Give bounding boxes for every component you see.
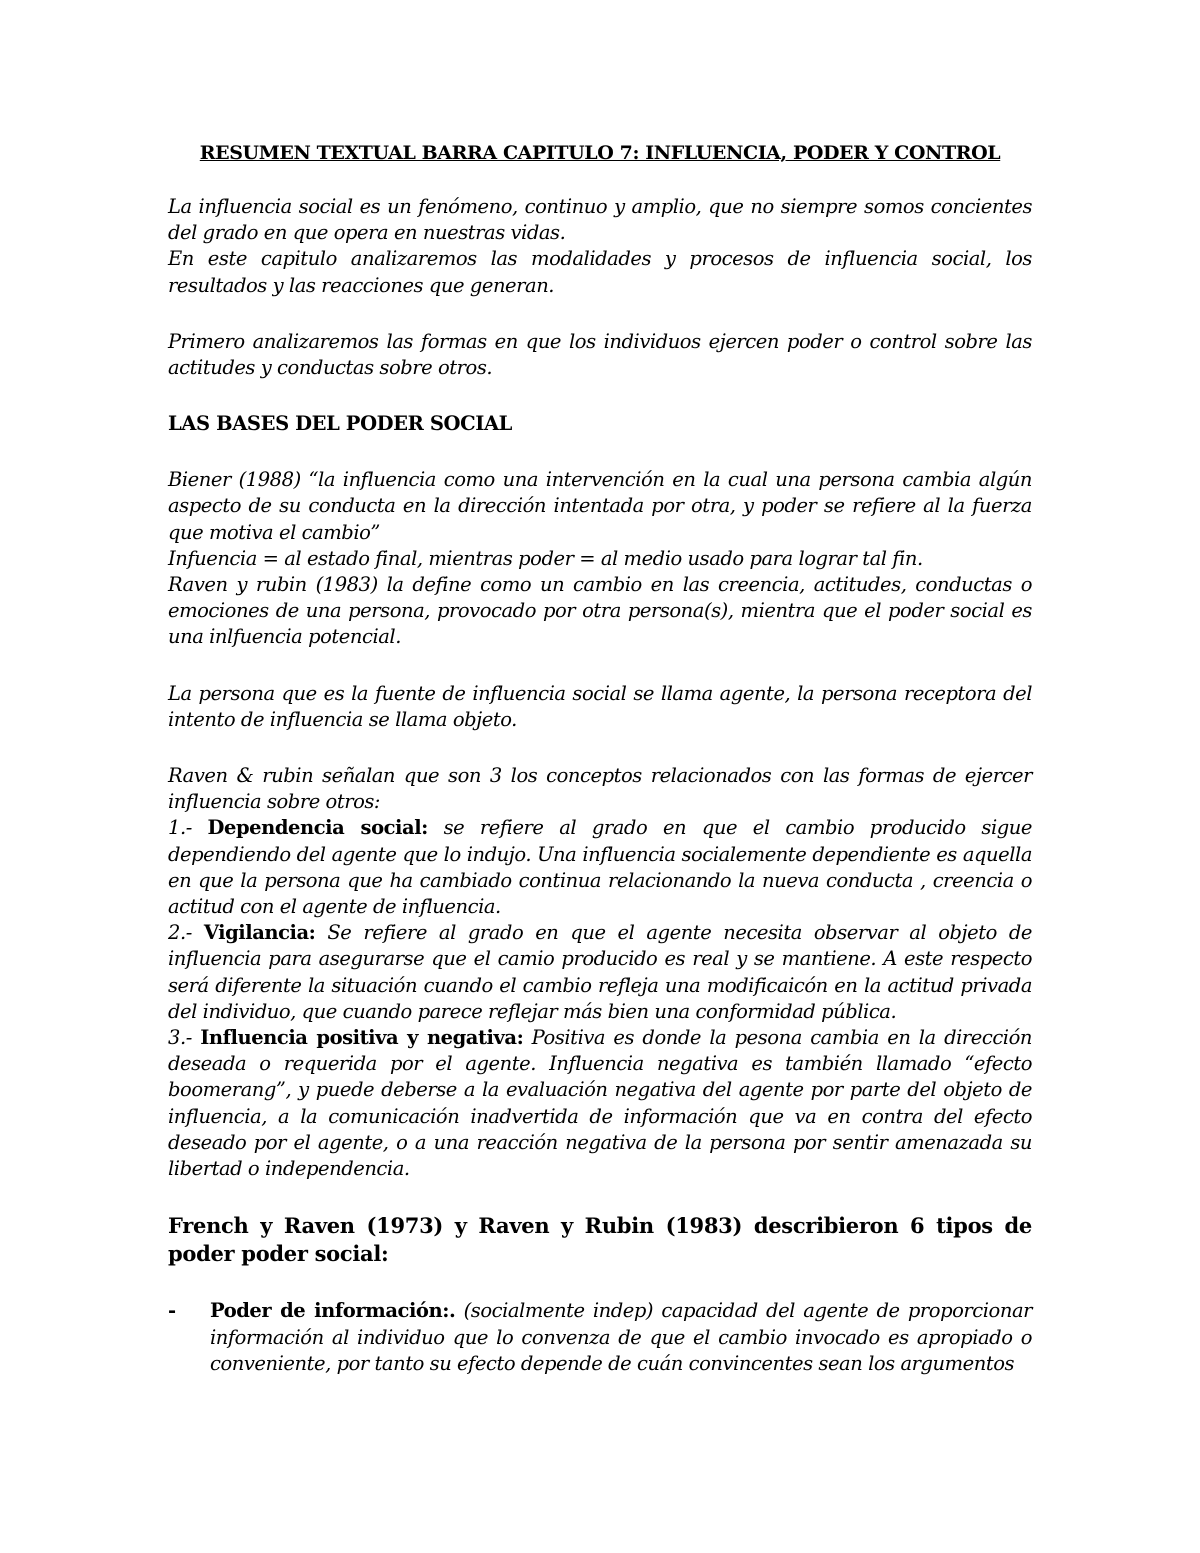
spacer <box>168 1268 1032 1298</box>
spacer <box>168 437 1032 467</box>
concepto-item <box>168 1025 1032 1182</box>
bullet-dash: - <box>168 1299 177 1323</box>
document-content <box>168 140 1032 1377</box>
spacer <box>168 733 1032 763</box>
concepto-number: 1.- <box>168 816 208 840</box>
concepto-item <box>168 920 1032 1025</box>
influencia-definition: Infuencia = al estado final, mientras poder = al medio usado para lograr tal fin. <box>168 546 923 570</box>
spacer <box>168 381 1032 411</box>
section-heading-bases: LAS BASES DEL PODER SOCIAL <box>168 412 512 436</box>
intro-paragraph-2: En este capitulo analizaremos las modalidades y procesos de influencia social, los resultados y las reacciones que generan. <box>168 247 1032 297</box>
concepto-term: Vigilancia: <box>203 921 316 945</box>
concepto-item <box>168 815 1032 920</box>
section-heading-tipos-poder: French y Raven (1973) y Raven y Rubin (1983) describieron 6 tipos de poder poder social: <box>168 1213 1032 1267</box>
raven-rubin-definition: Raven y rubin (1983) la define como un cambio en las creencia, actitudes, conductas o emociones de una persona, provocado por otra persona(s), mientra que el poder social es una inlfuencia potencial. <box>168 573 1032 649</box>
bullet-text <box>210 1298 1032 1377</box>
concepto-term: Influencia positiva y negativa: <box>200 1026 524 1050</box>
concepto-number: 2.- <box>168 921 204 945</box>
conceptos-intro: Raven & rubin señalan que son 3 los conceptos relacionados con las formas de ejercer influencia sobre otros: <box>168 764 1032 814</box>
bullet-term: Poder de información:. <box>210 1299 456 1323</box>
spacer <box>168 651 1032 681</box>
intro-paragraph-3: Primero analizaremos las formas en que los individuos ejercen poder o control sobre las actitudes y conductas sobre otros. <box>168 329 1032 380</box>
document-title: RESUMEN TEXTUAL BARRA CAPITULO 7: INFLUENCIA, PODER Y CONTROL <box>199 142 1001 164</box>
concepto-text: Se refiere al grado en que el agente necesita observar al objeto de influencia para asegurarse que el camio producido es real y se mantiene. A este respecto será diferente la situación cuando el cambio refleja una modificaicón en la actitud privada del individuo, que cuando parece reflejar más bien una conformidad pública. <box>168 921 1032 1023</box>
bullet-item <box>168 1298 1032 1377</box>
spacer <box>168 1182 1032 1212</box>
concepto-text: Positiva es donde la pesona cambia en la dirección deseada o requerida por el agente. Influencia negativa es también llamado “efecto boomerang”, y puede deberse a la evaluación negativa del agente por parte del objeto de influencia, a la comunicación inadvertida de información que va en contra del efecto deseado por el agente, o a una reacción negativa de la persona por sentir amenazada su libertad o independencia. <box>168 1026 1032 1181</box>
biener-quote: Biener (1988) “la influencia como una intervención en la cual una persona cambia algún aspecto de su conducta en la dirección intentada por otra, y poder se refiere al la fuerza que motiva el cambio” <box>168 468 1032 544</box>
intro-paragraph-1: La influencia social es un fenómeno, continuo y amplio, que no siempre somos concientes del grado en que opera en nuestras vidas. <box>168 195 1032 245</box>
bullet-description: (socialmente indep) capacidad del agente de proporcionar información al individuo que lo convenza de que el cambio invocado es apropiado o conveniente, por tanto su efecto depende de cuán convincentes sean los argumentos <box>210 1299 1032 1375</box>
agente-paragraph: La persona que es la fuente de influencia social se llama agente, la persona receptora del intento de influencia se llama objeto. <box>168 681 1032 731</box>
concepto-term: Dependencia social: <box>207 816 428 840</box>
concepto-number: 3.- <box>168 1026 201 1050</box>
concepto-text: se refiere al grado en que el cambio producido sigue dependiendo del agente que lo indujo. Una influencia socialemente dependiente es aquella en que la persona que ha cambiado continua relacionando la nueva conducta , creencia o actitud con el agente de influencia. <box>168 816 1032 919</box>
spacer <box>168 299 1032 329</box>
